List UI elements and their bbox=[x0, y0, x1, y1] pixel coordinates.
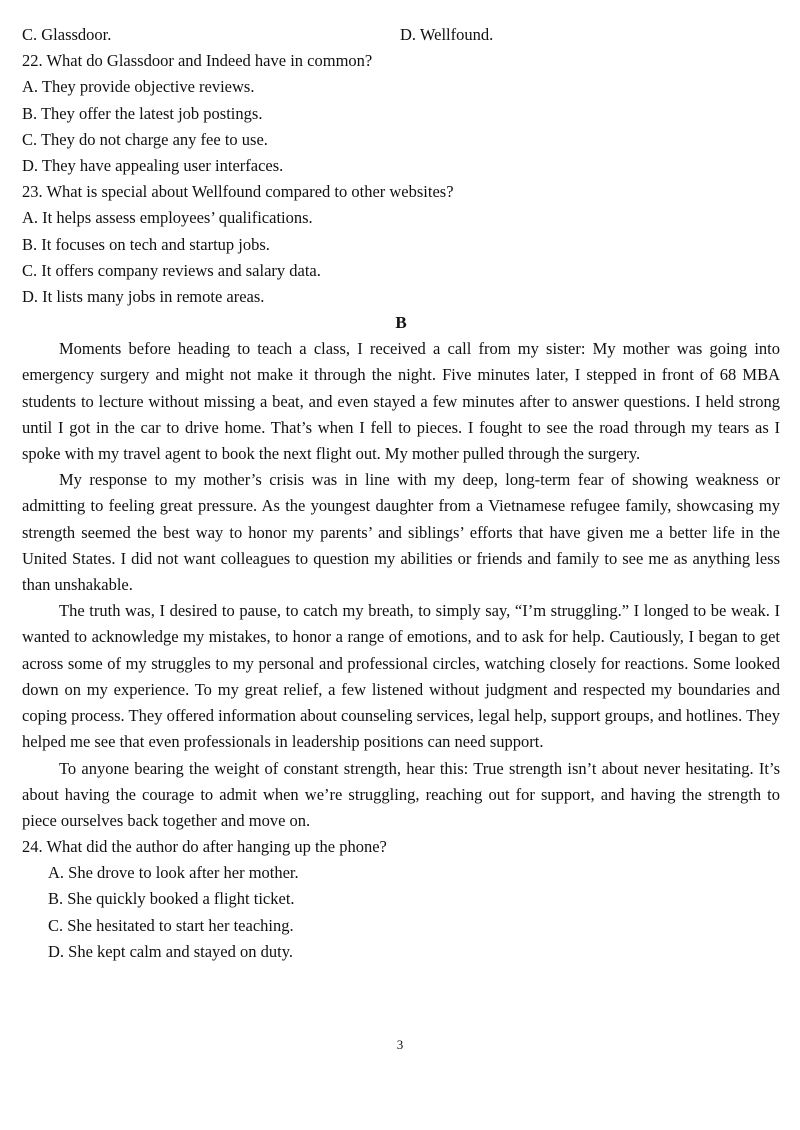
q23-option-d: D. It lists many jobs in remote areas. bbox=[22, 286, 265, 306]
q24-option-a: A. She drove to look after her mother. bbox=[48, 863, 299, 883]
q24-question: 24. What did the author do after hanging up the phone? bbox=[22, 837, 387, 857]
passage-paragraph-1: Moments before heading to teach a class, I received a call from my sister: My mother was going into emergency surgery and might not make it through the night. Five minutes later, I stepped in front of 68 MBA students to lecture without missing a beat, and even stayed a few minutes after to answer questions. I held strong until I got in the car to drive home. That’s when I fell to pieces. I fought to see the road through my tears as I spoke with my travel agent to book the next flight out. My mother pulled through the surgery. bbox=[22, 339, 780, 464]
q24-option-d: D. She kept calm and stayed on duty. bbox=[48, 941, 294, 961]
passage-paragraph-2: My response to my mother’s crisis was in line with my deep, long-term fear of showing weakness or admitting to feeling great pressure. As the youngest daughter from a Vietnamese refugee family, showcasing my strength seemed the best way to honor my parents’ and siblings’ efforts that have given me a better life in the United States. I did not want colleagues to question my abilities or friends and family to see me as anything less than unshakable. bbox=[22, 470, 780, 595]
section-b-title: B bbox=[395, 313, 407, 333]
passage-paragraph-4: To anyone bearing the weight of constant strength, hear this: True strength isn’t about never hesitating. It’s about having the courage to admit when we’re struggling, reaching out for support, and having the strength to piece ourselves back together and move on. bbox=[22, 758, 780, 830]
q22-option-c: C. They do not charge any fee to use. bbox=[22, 129, 268, 149]
q23-question: 23. What is special about Wellfound compared to other websites? bbox=[22, 182, 454, 202]
q21-options-row bbox=[22, 22, 780, 48]
q24-option-b: B. She quickly booked a flight ticket. bbox=[48, 889, 295, 909]
q23-option-c: C. It offers company reviews and salary data. bbox=[22, 260, 321, 280]
q22-option-b: B. They offer the latest job postings. bbox=[22, 103, 263, 123]
q22-question: 22. What do Glassdoor and Indeed have in common? bbox=[22, 51, 373, 71]
q21-option-d: D. Wellfound. bbox=[400, 25, 494, 44]
q22-option-a: A. They provide objective reviews. bbox=[22, 77, 255, 97]
q23-option-b: B. It focuses on tech and startup jobs. bbox=[22, 234, 270, 254]
page-number: 3 bbox=[396, 1037, 404, 1052]
passage-paragraph-3: The truth was, I desired to pause, to catch my breath, to simply say, “I’m struggling.” I longed to be weak. I wanted to acknowledge my mistakes, to honor a range of emotions, and to ask for help. Cautiously, I began to get across some of my struggles to my personal and professional circles, watching closely for reactions. Some looked down on my experience. To my great relief, a few listened without judgment and respected my boundaries and coping process. They offered information about counseling services, legal help, support groups, and hotlines. They helped me see that even professionals in leadership positions can need support. bbox=[22, 601, 780, 752]
q21-option-c: C. Glassdoor. bbox=[22, 25, 112, 44]
q22-option-d: D. They have appealing user interfaces. bbox=[22, 155, 284, 175]
q23-option-a: A. It helps assess employees’ qualifications. bbox=[22, 208, 313, 228]
exam-page bbox=[22, 22, 780, 965]
q24-option-c: C. She hesitated to start her teaching. bbox=[48, 915, 294, 935]
